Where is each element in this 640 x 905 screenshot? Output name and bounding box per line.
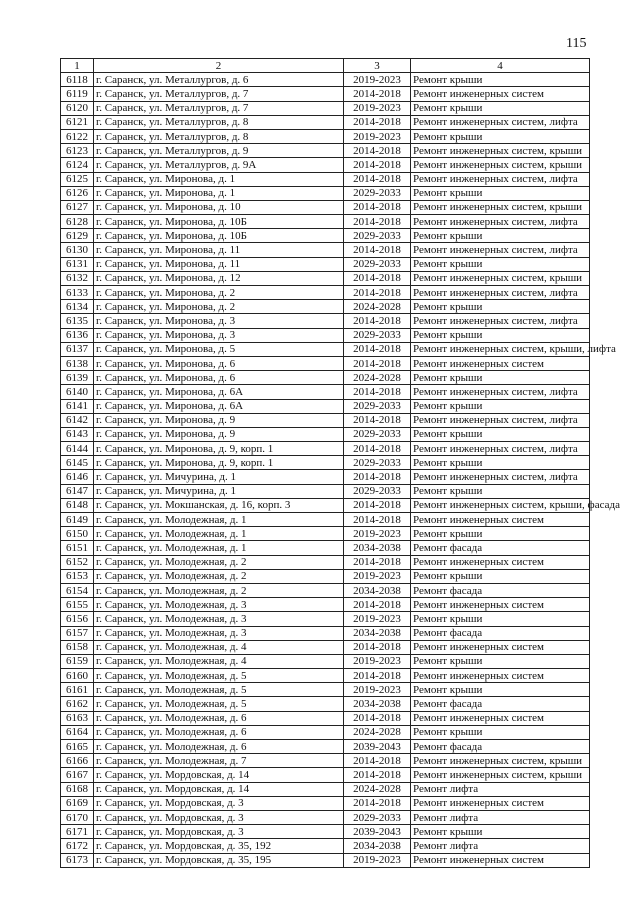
table-row	[61, 371, 590, 385]
address-cell: г. Саранск, ул. Миронова, д. 10Б	[94, 215, 344, 229]
period-cell: 2014-2018	[344, 470, 411, 484]
work-cell: Ремонт инженерных систем, крыши	[411, 144, 590, 158]
table-row	[61, 626, 590, 640]
address-cell: г. Саранск, ул. Молодежная, д. 2	[94, 555, 344, 569]
work-cell: Ремонт лифта	[411, 810, 590, 824]
row-number: 6142	[61, 413, 94, 427]
work-cell: Ремонт крыши	[411, 484, 590, 498]
row-number: 6170	[61, 810, 94, 824]
work-cell: Ремонт инженерных систем, лифта	[411, 243, 590, 257]
period-cell: 2019-2023	[344, 612, 411, 626]
period-cell: 2019-2023	[344, 73, 411, 87]
period-cell: 2014-2018	[344, 314, 411, 328]
period-cell: 2014-2018	[344, 271, 411, 285]
row-number: 6168	[61, 782, 94, 796]
period-cell: 2014-2018	[344, 796, 411, 810]
table-row	[61, 87, 590, 101]
row-number: 6140	[61, 385, 94, 399]
work-cell: Ремонт инженерных систем, лифта	[411, 314, 590, 328]
column-header-4: 4	[411, 59, 590, 73]
address-cell: г. Саранск, ул. Молодежная, д. 4	[94, 654, 344, 668]
row-number: 6147	[61, 484, 94, 498]
row-number: 6164	[61, 725, 94, 739]
period-cell: 2014-2018	[344, 711, 411, 725]
address-cell: г. Саранск, ул. Миронова, д. 3	[94, 328, 344, 342]
row-number: 6151	[61, 541, 94, 555]
work-cell: Ремонт инженерных систем, крыши	[411, 158, 590, 172]
row-number: 6133	[61, 286, 94, 300]
period-cell: 2014-2018	[344, 669, 411, 683]
row-number: 6158	[61, 640, 94, 654]
row-number: 6124	[61, 158, 94, 172]
row-number: 6129	[61, 229, 94, 243]
row-number: 6149	[61, 513, 94, 527]
work-cell: Ремонт инженерных систем, крыши, лифта	[411, 342, 590, 356]
period-cell: 2014-2018	[344, 243, 411, 257]
work-cell: Ремонт инженерных систем	[411, 555, 590, 569]
address-cell: г. Саранск, ул. Миронова, д. 10Б	[94, 229, 344, 243]
period-cell: 2034-2038	[344, 697, 411, 711]
table-row	[61, 853, 590, 867]
work-cell: Ремонт крыши	[411, 129, 590, 143]
page-number: 115	[566, 36, 587, 51]
table-row	[61, 697, 590, 711]
row-number: 6166	[61, 754, 94, 768]
table-row	[61, 782, 590, 796]
row-number: 6146	[61, 470, 94, 484]
table-row	[61, 385, 590, 399]
address-cell: г. Саранск, ул. Молодежная, д. 7	[94, 754, 344, 768]
address-cell: г. Саранск, ул. Миронова, д. 10	[94, 200, 344, 214]
row-number: 6123	[61, 144, 94, 158]
period-cell: 2019-2023	[344, 853, 411, 867]
work-cell: Ремонт фасада	[411, 697, 590, 711]
period-cell: 2019-2023	[344, 654, 411, 668]
address-cell: г. Саранск, ул. Молодежная, д. 2	[94, 583, 344, 597]
work-cell: Ремонт инженерных систем, лифта	[411, 172, 590, 186]
table-row	[61, 356, 590, 370]
period-cell: 2014-2018	[344, 498, 411, 512]
period-cell: 2034-2038	[344, 583, 411, 597]
address-cell: г. Саранск, ул. Мордовская, д. 35, 195	[94, 853, 344, 867]
work-cell: Ремонт крыши	[411, 101, 590, 115]
work-cell: Ремонт лифта	[411, 782, 590, 796]
table-row	[61, 612, 590, 626]
row-number: 6156	[61, 612, 94, 626]
table-row	[61, 215, 590, 229]
period-cell: 2014-2018	[344, 356, 411, 370]
period-cell: 2014-2018	[344, 286, 411, 300]
work-cell: Ремонт крыши	[411, 654, 590, 668]
table-row	[61, 598, 590, 612]
table-row	[61, 328, 590, 342]
work-cell: Ремонт инженерных систем	[411, 513, 590, 527]
period-cell: 2014-2018	[344, 413, 411, 427]
row-number: 6145	[61, 456, 94, 470]
work-cell: Ремонт инженерных систем, крыши	[411, 271, 590, 285]
address-cell: г. Саранск, ул. Металлургов, д. 8	[94, 129, 344, 143]
row-number: 6165	[61, 740, 94, 754]
period-cell: 2014-2018	[344, 144, 411, 158]
period-cell: 2014-2018	[344, 215, 411, 229]
work-cell: Ремонт фасада	[411, 541, 590, 555]
table-row	[61, 129, 590, 143]
work-cell: Ремонт инженерных систем	[411, 640, 590, 654]
period-cell: 2024-2028	[344, 725, 411, 739]
work-cell: Ремонт инженерных систем	[411, 669, 590, 683]
work-cell: Ремонт крыши	[411, 257, 590, 271]
period-cell: 2029-2033	[344, 186, 411, 200]
period-cell: 2034-2038	[344, 626, 411, 640]
table-row	[61, 654, 590, 668]
table-row	[61, 555, 590, 569]
work-cell: Ремонт инженерных систем, лифта	[411, 470, 590, 484]
work-cell: Ремонт инженерных систем, лифта	[411, 286, 590, 300]
work-cell: Ремонт крыши	[411, 186, 590, 200]
work-cell: Ремонт фасада	[411, 626, 590, 640]
table-row	[61, 399, 590, 413]
row-number: 6163	[61, 711, 94, 725]
column-header-2: 2	[94, 59, 344, 73]
period-cell: 2014-2018	[344, 442, 411, 456]
period-cell: 2039-2043	[344, 740, 411, 754]
row-number: 6135	[61, 314, 94, 328]
row-number: 6120	[61, 101, 94, 115]
work-cell: Ремонт фасада	[411, 740, 590, 754]
work-cell: Ремонт крыши	[411, 612, 590, 626]
address-cell: г. Саранск, ул. Миронова, д. 3	[94, 314, 344, 328]
row-number: 6169	[61, 796, 94, 810]
work-cell: Ремонт инженерных систем, крыши	[411, 754, 590, 768]
work-cell: Ремонт крыши	[411, 825, 590, 839]
table-row	[61, 314, 590, 328]
address-cell: г. Саранск, ул. Миронова, д. 2	[94, 300, 344, 314]
table-row	[61, 810, 590, 824]
period-cell: 2014-2018	[344, 513, 411, 527]
row-number: 6128	[61, 215, 94, 229]
row-number: 6127	[61, 200, 94, 214]
work-cell: Ремонт крыши	[411, 527, 590, 541]
period-cell: 2014-2018	[344, 87, 411, 101]
table-row	[61, 839, 590, 853]
table-body	[61, 73, 620, 868]
address-cell: г. Саранск, ул. Миронова, д. 6А	[94, 385, 344, 399]
period-cell: 2024-2028	[344, 300, 411, 314]
period-cell: 2019-2023	[344, 527, 411, 541]
table-row	[61, 257, 590, 271]
period-cell: 2014-2018	[344, 342, 411, 356]
row-number: 6157	[61, 626, 94, 640]
row-number: 6172	[61, 839, 94, 853]
address-cell: г. Саранск, ул. Молодежная, д. 3	[94, 612, 344, 626]
address-cell: г. Саранск, ул. Металлургов, д. 7	[94, 87, 344, 101]
address-cell: г. Саранск, ул. Молодежная, д. 5	[94, 683, 344, 697]
row-number: 6161	[61, 683, 94, 697]
table-row	[61, 498, 590, 512]
address-cell: г. Саранск, ул. Металлургов, д. 8	[94, 115, 344, 129]
table-row	[61, 583, 590, 597]
row-number: 6141	[61, 399, 94, 413]
period-cell: 2029-2033	[344, 456, 411, 470]
work-cell: Ремонт крыши	[411, 328, 590, 342]
period-cell: 2014-2018	[344, 555, 411, 569]
work-cell: Ремонт инженерных систем	[411, 796, 590, 810]
table-row	[61, 172, 590, 186]
address-cell: г. Саранск, ул. Миронова, д. 5	[94, 342, 344, 356]
table-row	[61, 754, 590, 768]
row-number: 6148	[61, 498, 94, 512]
address-cell: г. Саранск, ул. Миронова, д. 6	[94, 356, 344, 370]
work-cell: Ремонт крыши	[411, 683, 590, 697]
table-row	[61, 456, 590, 470]
work-cell: Ремонт инженерных систем	[411, 598, 590, 612]
work-cell: Ремонт крыши	[411, 399, 590, 413]
period-cell: 2029-2033	[344, 257, 411, 271]
address-cell: г. Саранск, ул. Молодежная, д. 2	[94, 569, 344, 583]
table-row	[61, 158, 590, 172]
row-number: 6167	[61, 768, 94, 782]
table-row	[61, 200, 590, 214]
row-number: 6154	[61, 583, 94, 597]
address-cell: г. Саранск, ул. Молодежная, д. 6	[94, 711, 344, 725]
work-cell: Ремонт инженерных систем	[411, 853, 590, 867]
row-number: 6131	[61, 257, 94, 271]
table-row	[61, 243, 590, 257]
period-cell: 2024-2028	[344, 782, 411, 796]
row-number: 6139	[61, 371, 94, 385]
work-cell: Ремонт инженерных систем, лифта	[411, 215, 590, 229]
period-cell: 2019-2023	[344, 129, 411, 143]
address-cell: г. Саранск, ул. Мичурина, д. 1	[94, 470, 344, 484]
period-cell: 2029-2033	[344, 229, 411, 243]
row-number: 6155	[61, 598, 94, 612]
table-row	[61, 470, 590, 484]
address-cell: г. Саранск, ул. Молодежная, д. 5	[94, 669, 344, 683]
table-row	[61, 541, 590, 555]
address-cell: г. Саранск, ул. Молодежная, д. 3	[94, 626, 344, 640]
table-row	[61, 186, 590, 200]
address-cell: г. Саранск, ул. Мордовская, д. 3	[94, 796, 344, 810]
table-row	[61, 300, 590, 314]
address-cell: г. Саранск, ул. Миронова, д. 1	[94, 172, 344, 186]
address-cell: г. Саранск, ул. Миронова, д. 1	[94, 186, 344, 200]
work-cell: Ремонт инженерных систем	[411, 87, 590, 101]
work-cell: Ремонт инженерных систем, лифта	[411, 385, 590, 399]
table-row	[61, 427, 590, 441]
row-number: 6173	[61, 853, 94, 867]
work-cell: Ремонт инженерных систем, лифта	[411, 115, 590, 129]
work-cell: Ремонт инженерных систем	[411, 711, 590, 725]
address-cell: г. Саранск, ул. Молодежная, д. 6	[94, 725, 344, 739]
address-cell: г. Саранск, ул. Миронова, д. 9, корп. 1	[94, 442, 344, 456]
address-cell: г. Саранск, ул. Миронова, д. 2	[94, 286, 344, 300]
table-row	[61, 115, 590, 129]
table-row	[61, 286, 590, 300]
address-cell: г. Саранск, ул. Молодежная, д. 1	[94, 541, 344, 555]
table-row	[61, 484, 590, 498]
row-number: 6132	[61, 271, 94, 285]
row-number: 6162	[61, 697, 94, 711]
work-cell: Ремонт крыши	[411, 73, 590, 87]
address-cell: г. Саранск, ул. Миронова, д. 9	[94, 427, 344, 441]
work-cell: Ремонт крыши	[411, 300, 590, 314]
row-number: 6171	[61, 825, 94, 839]
table-row	[61, 101, 590, 115]
row-number: 6150	[61, 527, 94, 541]
row-number: 6118	[61, 73, 94, 87]
table-row	[61, 768, 590, 782]
table-row	[61, 725, 590, 739]
table-row	[61, 342, 590, 356]
row-number: 6144	[61, 442, 94, 456]
period-cell: 2014-2018	[344, 754, 411, 768]
table-row	[61, 229, 590, 243]
period-cell: 2014-2018	[344, 200, 411, 214]
work-cell: Ремонт инженерных систем, лифта	[411, 413, 590, 427]
row-number: 6137	[61, 342, 94, 356]
work-cell: Ремонт лифта	[411, 839, 590, 853]
row-number: 6152	[61, 555, 94, 569]
address-cell: г. Саранск, ул. Миронова, д. 6	[94, 371, 344, 385]
address-cell: г. Саранск, ул. Мокшанская, д. 16, корп. 3	[94, 498, 344, 512]
work-cell: Ремонт крыши	[411, 725, 590, 739]
period-cell: 2019-2023	[344, 683, 411, 697]
table-row	[61, 144, 590, 158]
period-cell: 2029-2033	[344, 484, 411, 498]
period-cell: 2014-2018	[344, 385, 411, 399]
period-cell: 2014-2018	[344, 158, 411, 172]
table-row	[61, 711, 590, 725]
row-number: 6126	[61, 186, 94, 200]
work-cell: Ремонт крыши	[411, 456, 590, 470]
address-cell: г. Саранск, ул. Металлургов, д. 6	[94, 73, 344, 87]
row-number: 6125	[61, 172, 94, 186]
period-cell: 2019-2023	[344, 101, 411, 115]
period-cell: 2029-2033	[344, 328, 411, 342]
work-cell: Ремонт крыши	[411, 229, 590, 243]
table-row	[61, 796, 590, 810]
period-cell: 2034-2038	[344, 839, 411, 853]
address-cell: г. Саранск, ул. Молодежная, д. 5	[94, 697, 344, 711]
row-number: 6138	[61, 356, 94, 370]
period-cell: 2014-2018	[344, 598, 411, 612]
work-cell: Ремонт крыши	[411, 569, 590, 583]
table-row	[61, 683, 590, 697]
address-cell: г. Саранск, ул. Мордовская, д. 3	[94, 825, 344, 839]
table-row	[61, 442, 590, 456]
row-number: 6143	[61, 427, 94, 441]
work-cell: Ремонт инженерных систем, крыши	[411, 768, 590, 782]
period-cell: 2014-2018	[344, 172, 411, 186]
address-cell: г. Саранск, ул. Металлургов, д. 9А	[94, 158, 344, 172]
column-header-1: 1	[61, 59, 94, 73]
address-cell: г. Саранск, ул. Мордовская, д. 35, 192	[94, 839, 344, 853]
address-cell: г. Саранск, ул. Миронова, д. 9	[94, 413, 344, 427]
row-number: 6130	[61, 243, 94, 257]
period-cell: 2019-2023	[344, 569, 411, 583]
table-row	[61, 513, 590, 527]
row-number: 6153	[61, 569, 94, 583]
period-cell: 2039-2043	[344, 825, 411, 839]
address-cell: г. Саранск, ул. Миронова, д. 9, корп. 1	[94, 456, 344, 470]
work-cell: Ремонт инженерных систем	[411, 356, 590, 370]
address-cell: г. Саранск, ул. Мордовская, д. 3	[94, 810, 344, 824]
work-cell: Ремонт инженерных систем, крыши, фасада	[411, 498, 590, 512]
address-cell: г. Саранск, ул. Металлургов, д. 7	[94, 101, 344, 115]
table-row	[61, 669, 590, 683]
table-header-row	[61, 59, 590, 73]
row-number: 6159	[61, 654, 94, 668]
row-number: 6136	[61, 328, 94, 342]
period-cell: 2029-2033	[344, 399, 411, 413]
table-row	[61, 73, 590, 87]
table-row	[61, 640, 590, 654]
period-cell: 2014-2018	[344, 115, 411, 129]
work-cell: Ремонт инженерных систем, крыши	[411, 200, 590, 214]
period-cell: 2034-2038	[344, 541, 411, 555]
table-row	[61, 825, 590, 839]
work-cell: Ремонт крыши	[411, 371, 590, 385]
address-cell: г. Саранск, ул. Миронова, д. 11	[94, 243, 344, 257]
work-cell: Ремонт инженерных систем, лифта	[411, 442, 590, 456]
address-cell: г. Саранск, ул. Мичурина, д. 1	[94, 484, 344, 498]
address-cell: г. Саранск, ул. Миронова, д. 12	[94, 271, 344, 285]
row-number: 6119	[61, 87, 94, 101]
address-cell: г. Саранск, ул. Миронова, д. 11	[94, 257, 344, 271]
table-row	[61, 413, 590, 427]
table-row	[61, 271, 590, 285]
address-cell: г. Саранск, ул. Миронова, д. 6А	[94, 399, 344, 413]
address-cell: г. Саранск, ул. Молодежная, д. 1	[94, 527, 344, 541]
work-cell: Ремонт фасада	[411, 583, 590, 597]
address-cell: г. Саранск, ул. Молодежная, д. 3	[94, 598, 344, 612]
period-cell: 2029-2033	[344, 810, 411, 824]
row-number: 6121	[61, 115, 94, 129]
row-number: 6122	[61, 129, 94, 143]
table-row	[61, 740, 590, 754]
period-cell: 2024-2028	[344, 371, 411, 385]
work-cell: Ремонт крыши	[411, 427, 590, 441]
address-cell: г. Саранск, ул. Молодежная, д. 6	[94, 740, 344, 754]
period-cell: 2029-2033	[344, 427, 411, 441]
address-cell: г. Саранск, ул. Мордовская, д. 14	[94, 768, 344, 782]
address-cell: г. Саранск, ул. Молодежная, д. 4	[94, 640, 344, 654]
row-number: 6134	[61, 300, 94, 314]
address-cell: г. Саранск, ул. Металлургов, д. 9	[94, 144, 344, 158]
address-cell: г. Саранск, ул. Молодежная, д. 1	[94, 513, 344, 527]
column-header-3: 3	[344, 59, 411, 73]
table-row	[61, 569, 590, 583]
repair-schedule-table	[60, 58, 620, 868]
address-cell: г. Саранск, ул. Мордовская, д. 14	[94, 782, 344, 796]
period-cell: 2014-2018	[344, 768, 411, 782]
period-cell: 2014-2018	[344, 640, 411, 654]
row-number: 6160	[61, 669, 94, 683]
table-row	[61, 527, 590, 541]
